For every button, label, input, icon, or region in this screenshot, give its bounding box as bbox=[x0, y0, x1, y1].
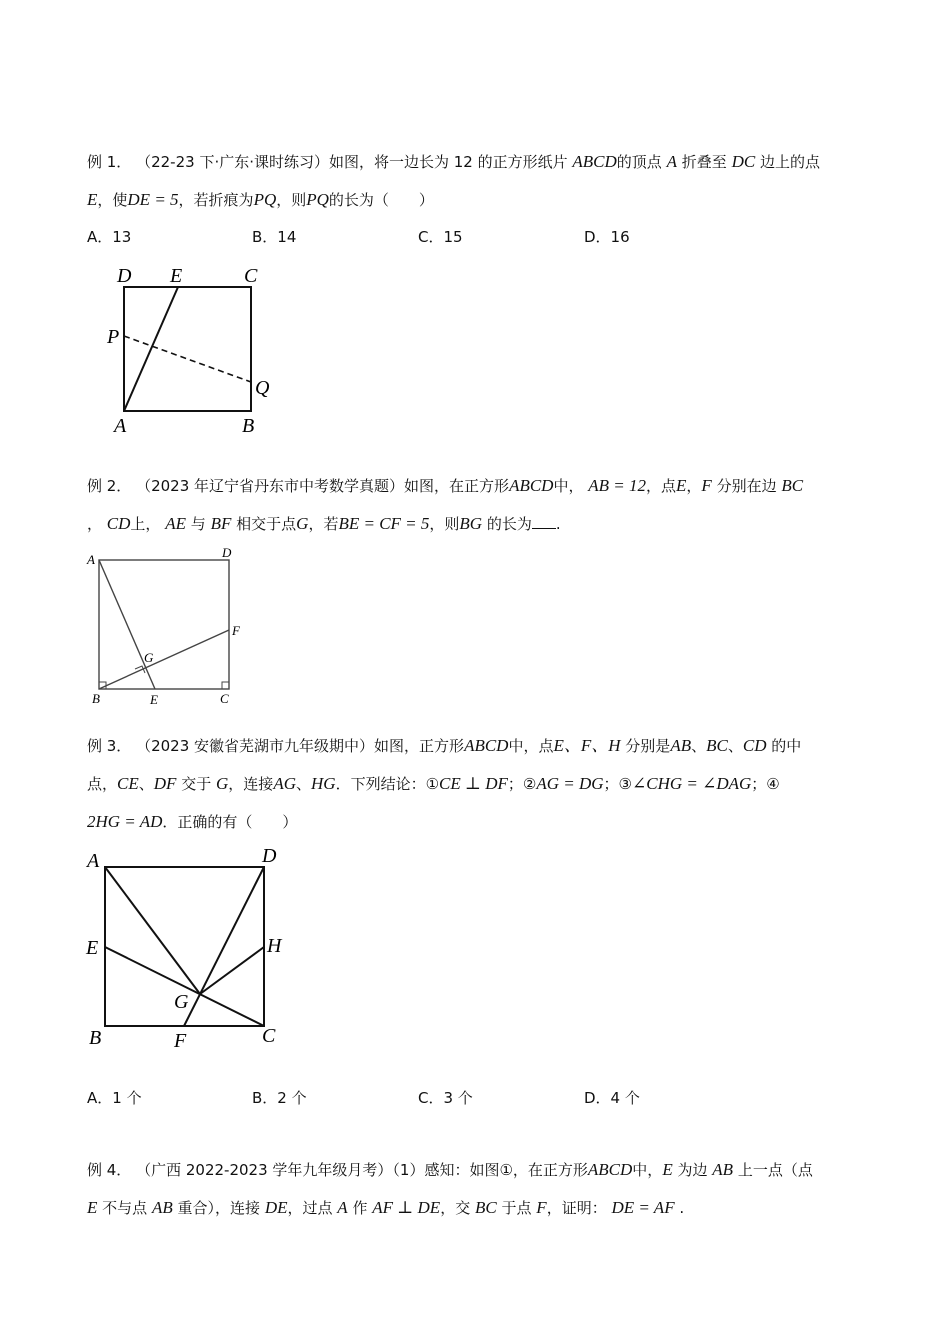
q3-point-g: G bbox=[216, 774, 229, 793]
q2-source: （2023 年辽宁省丹东市中考数学真题） bbox=[136, 477, 405, 495]
q4-text: 作 bbox=[352, 1199, 368, 1217]
q4-perpendicular: AF ⊥ DE bbox=[372, 1198, 441, 1217]
q3-option-b[interactable]: B．2 个 bbox=[252, 1089, 307, 1107]
q1-label-d: D bbox=[117, 265, 132, 287]
q2-label-e: E bbox=[150, 692, 158, 707]
q4-text: . bbox=[679, 1199, 685, 1217]
q4-text: ，过点 bbox=[287, 1199, 333, 1217]
q1-text: 如图，将一边长为 12 的正方形纸片 bbox=[329, 153, 568, 171]
q1-segment-ae bbox=[124, 287, 178, 411]
q3-text: 点， bbox=[87, 775, 118, 793]
q1-option-d[interactable]: D．16 bbox=[584, 228, 630, 246]
q2-segment-ae: AE bbox=[165, 514, 186, 533]
q3-segment-hg: HG bbox=[311, 774, 336, 793]
q1-text: ，若折痕为 bbox=[178, 191, 254, 209]
q2-text: 与 bbox=[190, 515, 206, 533]
q2-label-b: B bbox=[92, 691, 100, 706]
q3-conclusion-3: ∠CHG = ∠DAG bbox=[631, 774, 752, 793]
q3-option-c[interactable]: C．3 个 bbox=[418, 1089, 473, 1107]
q1-text: 边上的点 bbox=[759, 153, 820, 171]
q3-midpoints: E、F、H bbox=[553, 736, 621, 755]
q2-condition: BE = CF = 5 bbox=[338, 514, 430, 533]
q3-text: ；④ bbox=[751, 775, 780, 793]
q2-text: . bbox=[555, 515, 561, 533]
q2-point-e: E bbox=[676, 476, 687, 495]
q3-segment-cd: CD bbox=[742, 736, 767, 755]
q2-segment-bg: BG bbox=[459, 514, 483, 533]
q4-text: ，证明： bbox=[546, 1199, 607, 1217]
q2-segment-bc: BC bbox=[781, 476, 804, 495]
q1-crease-pq bbox=[124, 336, 251, 382]
q3-conclusion-1: CE ⊥ DF bbox=[439, 774, 508, 793]
q3-text: 交于 bbox=[181, 775, 212, 793]
q2-label-a: A bbox=[87, 552, 95, 567]
q1-label-p: P bbox=[107, 326, 120, 348]
q4-line1 bbox=[87, 1159, 813, 1181]
q3-text: 、 bbox=[138, 775, 154, 793]
q2-text: 如图，在正方形 bbox=[404, 477, 510, 495]
q2-label-d: D bbox=[222, 545, 232, 560]
q2-segment-cd: CD bbox=[106, 514, 131, 533]
q1-line1 bbox=[87, 151, 820, 173]
q2-segment-ae bbox=[99, 560, 155, 689]
q2-text: 中， bbox=[553, 477, 584, 495]
q4-segment-ab: AB bbox=[712, 1160, 734, 1179]
q2-square bbox=[99, 560, 229, 689]
q1-label-q: Q bbox=[255, 377, 270, 399]
q1-square-name: ABCD bbox=[572, 152, 617, 171]
q2-label: 例 2． bbox=[87, 477, 132, 495]
q3-figure bbox=[82, 842, 302, 1057]
q3-text: 分别是 bbox=[625, 737, 671, 755]
q3-text: ；② bbox=[507, 775, 537, 793]
q1-crease: PQ bbox=[253, 190, 277, 209]
q4-line2 bbox=[87, 1197, 684, 1219]
q1-figure bbox=[100, 262, 300, 437]
q1-text: 折叠至 bbox=[681, 153, 727, 171]
q3-text: 的中 bbox=[771, 737, 802, 755]
q3-label-e: E bbox=[86, 937, 99, 959]
q3-text: 、 bbox=[727, 737, 743, 755]
q4-text: 为边 bbox=[677, 1161, 708, 1179]
q4-point-a: A bbox=[337, 1198, 348, 1217]
q2-text: ，则 bbox=[429, 515, 460, 533]
q1-point-a: A bbox=[666, 152, 677, 171]
q2-label-g: G bbox=[144, 650, 154, 665]
q1-text: ，使 bbox=[97, 191, 128, 209]
q3-text: ；③ bbox=[603, 775, 632, 793]
q4-point-e: E bbox=[662, 1160, 673, 1179]
q2-right-angle-c bbox=[222, 682, 229, 689]
q2-text: ， bbox=[686, 477, 702, 495]
q1-condition: DE = 5 bbox=[127, 190, 179, 209]
q1-source: （22-23 下·广东·课时练习） bbox=[136, 153, 329, 171]
q3-segment-hg bbox=[200, 947, 264, 994]
q3-text: 、 bbox=[295, 775, 311, 793]
q2-segment-bf bbox=[99, 630, 229, 689]
q3-label-b: B bbox=[89, 1027, 102, 1049]
q3-square-name: ABCD bbox=[464, 736, 509, 755]
q4-conclusion: DE = AF bbox=[611, 1198, 675, 1217]
q4-source: （广西 2022-2023 学年九年级月考） bbox=[136, 1161, 393, 1179]
q2-text: 的长为 bbox=[486, 515, 532, 533]
q4-point-f: F bbox=[536, 1198, 547, 1217]
q4-segment-ab: AB bbox=[151, 1198, 173, 1217]
q2-answer-blank[interactable] bbox=[532, 514, 556, 529]
q2-segment-bf: BF bbox=[210, 514, 232, 533]
q3-label-h: H bbox=[267, 935, 282, 957]
q3-line3 bbox=[87, 811, 297, 833]
q1-line2 bbox=[87, 189, 434, 211]
q1-crease: PQ bbox=[306, 190, 329, 209]
q1-option-b[interactable]: B．14 bbox=[252, 228, 297, 246]
q1-option-c[interactable]: C．15 bbox=[418, 228, 463, 246]
q3-text: 、 bbox=[691, 737, 707, 755]
q4-segment-bc: BC bbox=[474, 1198, 497, 1217]
q2-text: ，点 bbox=[646, 477, 677, 495]
q4-text: 重合），连接 bbox=[177, 1199, 261, 1217]
q1-label-a: A bbox=[114, 415, 127, 437]
q3-option-a[interactable]: A．1 个 bbox=[87, 1089, 142, 1107]
q3-label-a: A bbox=[87, 850, 100, 872]
q3-label-d: D bbox=[262, 845, 277, 867]
q3-conclusion-4: 2HG = AD bbox=[87, 812, 163, 831]
q3-segment-bc: BC bbox=[706, 736, 728, 755]
q3-text: ，连接 bbox=[228, 775, 274, 793]
q3-label: 例 3． bbox=[87, 737, 132, 755]
q3-line1 bbox=[87, 735, 801, 757]
q1-square bbox=[124, 287, 251, 411]
q3-option-d[interactable]: D．4 个 bbox=[584, 1089, 640, 1107]
q2-square-name: ABCD bbox=[509, 476, 554, 495]
q3-segment-ce: CE bbox=[117, 774, 139, 793]
q3-segment-ce bbox=[105, 947, 264, 1026]
q1-point-e: E bbox=[87, 190, 98, 209]
q3-label-f: F bbox=[174, 1030, 187, 1052]
q3-question: ．正确的有（ ） bbox=[162, 813, 298, 831]
q2-line1 bbox=[87, 475, 803, 497]
q2-point-g: G bbox=[296, 514, 309, 533]
q2-line2 bbox=[87, 513, 561, 535]
q3-segment-df bbox=[184, 867, 264, 1026]
q3-text: 如图，正方形 bbox=[374, 737, 465, 755]
q4-label: 例 4． bbox=[87, 1161, 132, 1179]
q2-figure bbox=[85, 545, 255, 710]
q1-label-c: C bbox=[244, 265, 258, 287]
q2-label-c: C bbox=[220, 691, 229, 706]
q2-text: ，若 bbox=[308, 515, 339, 533]
q4-text: 中， bbox=[632, 1161, 663, 1179]
q3-label-g: G bbox=[174, 991, 189, 1013]
q3-conclusion-2: AG = DG bbox=[536, 774, 604, 793]
q1-label: 例 1． bbox=[87, 153, 132, 171]
q3-line2 bbox=[87, 773, 780, 795]
q1-option-a[interactable]: A．13 bbox=[87, 228, 132, 246]
q2-text: 分别在边 bbox=[716, 477, 777, 495]
q3-segment-ag bbox=[105, 867, 200, 994]
q3-text: ．下列结论：① bbox=[335, 775, 440, 793]
q1-text: ，则 bbox=[276, 191, 307, 209]
q1-text: 的顶点 bbox=[616, 153, 662, 171]
q4-segment-de: DE bbox=[264, 1198, 288, 1217]
q3-label-c: C bbox=[262, 1025, 276, 1047]
q4-text: 于点 bbox=[501, 1199, 532, 1217]
q3-source: （2023 安徽省芜湖市九年级期中） bbox=[136, 737, 375, 755]
q1-label-e: E bbox=[170, 265, 183, 287]
q1-label-b: B bbox=[242, 415, 255, 437]
q1-segment-dc: DC bbox=[731, 152, 756, 171]
q3-text: 中，点 bbox=[508, 737, 554, 755]
q2-label-f: F bbox=[232, 623, 240, 638]
q4-text: 上一点（点 bbox=[737, 1161, 813, 1179]
q2-side-length: AB = 12 bbox=[588, 476, 646, 495]
q2-text: 上， bbox=[130, 515, 161, 533]
q4-point-e: E bbox=[87, 1198, 98, 1217]
q4-text: 不与点 bbox=[102, 1199, 148, 1217]
q4-text: （1）感知：如图①，在正方形 bbox=[392, 1161, 588, 1179]
q4-square-name: ABCD bbox=[587, 1160, 633, 1179]
q3-segment-ab: AB bbox=[670, 736, 692, 755]
q2-text: ， bbox=[87, 515, 103, 533]
q3-segment-df: DF bbox=[153, 774, 177, 793]
q1-question: 的长为（ ） bbox=[328, 191, 434, 209]
q4-text: ，交 bbox=[440, 1199, 471, 1217]
q2-text: 相交于点 bbox=[236, 515, 297, 533]
q3-segment-ag: AG bbox=[273, 774, 296, 793]
q2-point-f: F bbox=[701, 476, 712, 495]
